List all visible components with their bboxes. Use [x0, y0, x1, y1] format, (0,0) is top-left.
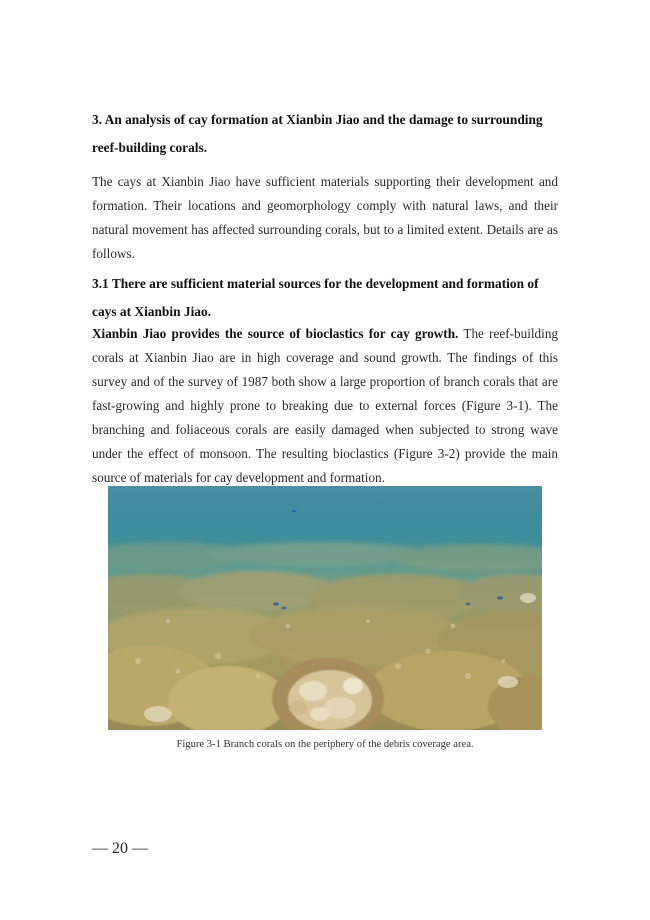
- coral-reef-illustration: [108, 486, 542, 730]
- coral-reef-photo: [108, 486, 542, 730]
- section-3-intro-paragraph: The cays at Xianbin Jiao have sufficient materials supporting their development and formation. Their locations and geomorphology comply with natural laws, and their natural movement has affected surrounding corals, but to a limited extent. Details are as follows.: [92, 174, 558, 261]
- paragraph-body: The reef-building corals at Xianbin Jiao are in high coverage and sound growth. The findings of this survey and of the survey of 1987 both show a large proportion of branch corals that are fast-growing and highly prone to breaking due to external forces (Figure 3-1). The branching and foliaceous corals are easily damaged when subjected to strong wave under the effect of monsoon. The resulting bioclastics (Figure 3-2) provide the main source of materials for cay development and formation.: [92, 326, 559, 485]
- section-3-1-paragraph: [92, 322, 558, 490]
- page-number: — 20 —: [92, 840, 148, 857]
- paragraph-lead-bold: Xianbin Jiao provides the source of bioclastics for cay growth.: [92, 326, 459, 341]
- section-3-1-heading: 3.1 There are sufficient material sources for the development and formation of cays at Xianbin Jiao.: [92, 276, 539, 319]
- section-3-heading: 3. An analysis of cay formation at Xianbin Jiao and the damage to surrounding reef-building corals.: [92, 112, 543, 155]
- figure-caption: Figure 3-1 Branch corals on the periphery of the debris coverage area.: [176, 739, 474, 750]
